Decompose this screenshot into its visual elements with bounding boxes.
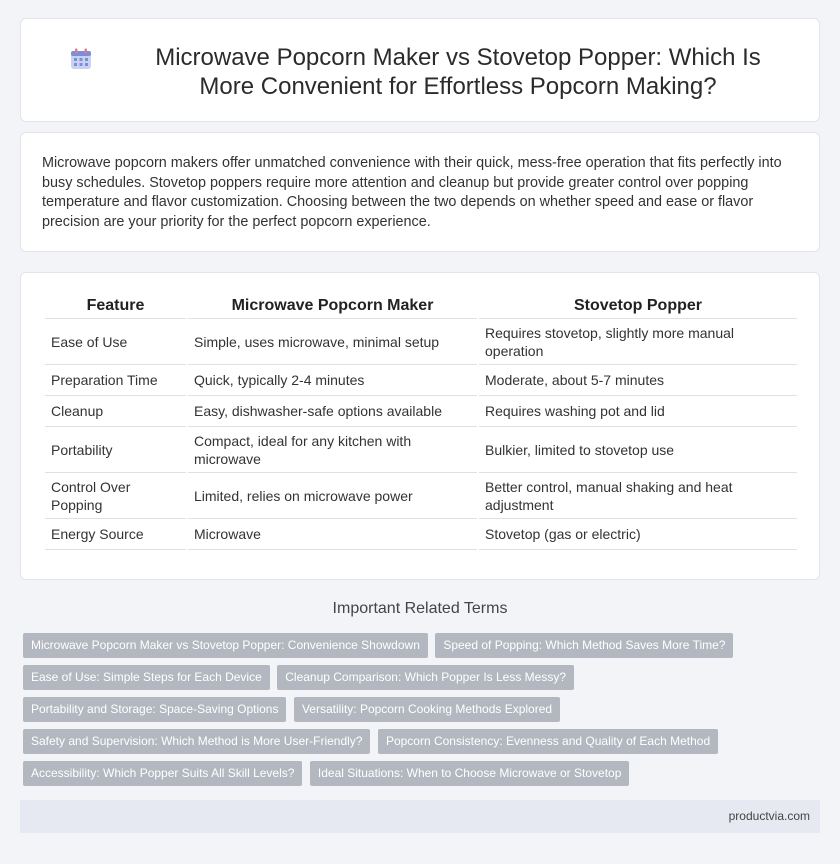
title-card xyxy=(20,18,820,122)
table-row xyxy=(45,319,797,365)
related-term-tag[interactable]: Popcorn Consistency: Evenness and Quality of Each Method xyxy=(378,729,718,754)
related-term-tag[interactable]: Speed of Popping: Which Method Saves More Time? xyxy=(435,633,733,658)
stovetop-cell: Requires washing pot and lid xyxy=(479,396,797,427)
feature-cell: Energy Source xyxy=(45,519,186,550)
header-microwave: Microwave Popcorn Maker xyxy=(188,293,477,319)
tag-row xyxy=(23,665,823,697)
page-title: Microwave Popcorn Maker vs Stovetop Popper: Which Is More Convenient for Effortless Popcorn Making? xyxy=(155,44,761,100)
related-term-tag[interactable]: Portability and Storage: Space-Saving Options xyxy=(23,697,286,722)
comparison-table xyxy=(43,293,799,550)
related-term-tag[interactable]: Microwave Popcorn Maker vs Stovetop Popper: Convenience Showdown xyxy=(23,633,428,658)
table-row xyxy=(45,473,797,519)
related-term-tag[interactable]: Cleanup Comparison: Which Popper Is Less Messy? xyxy=(277,665,574,690)
related-terms-list xyxy=(23,633,823,793)
microwave-cell: Microwave xyxy=(188,519,477,550)
related-terms-heading: Important Related Terms xyxy=(332,600,508,617)
title-wrap xyxy=(61,43,799,101)
tag-row xyxy=(23,761,823,793)
feature-cell: Portability xyxy=(45,427,186,473)
feature-cell: Ease of Use xyxy=(45,319,186,365)
feature-cell: Preparation Time xyxy=(45,365,186,396)
stovetop-cell: Bulkier, limited to stovetop use xyxy=(479,427,797,473)
related-term-tag[interactable]: Ease of Use: Simple Steps for Each Device xyxy=(23,665,270,690)
feature-cell: Cleanup xyxy=(45,396,186,427)
related-term-tag[interactable]: Safety and Supervision: Which Method is More User-Friendly? xyxy=(23,729,370,754)
microwave-cell: Compact, ideal for any kitchen with microwave xyxy=(188,427,477,473)
microwave-cell: Easy, dishwasher-safe options available xyxy=(188,396,477,427)
intro-card xyxy=(20,132,820,252)
stovetop-cell: Better control, manual shaking and heat adjustment xyxy=(479,473,797,519)
header-stovetop: Stovetop Popper xyxy=(479,293,797,319)
related-term-tag[interactable]: Accessibility: Which Popper Suits All Skill Levels? xyxy=(23,761,302,786)
stovetop-cell: Stovetop (gas or electric) xyxy=(479,519,797,550)
microwave-cell: Simple, uses microwave, minimal setup xyxy=(188,319,477,365)
header-feature: Feature xyxy=(45,293,186,319)
table-row xyxy=(45,519,797,550)
table-header-row xyxy=(45,293,797,319)
table-row xyxy=(45,396,797,427)
footer xyxy=(20,800,820,833)
microwave-cell: Limited, relies on microwave power xyxy=(188,473,477,519)
stovetop-cell: Requires stovetop, slightly more manual operation xyxy=(479,319,797,365)
related-term-tag[interactable]: Versatility: Popcorn Cooking Methods Explored xyxy=(294,697,560,722)
table-row xyxy=(45,365,797,396)
tag-row xyxy=(23,729,823,761)
footer-site-link[interactable]: productvia.com xyxy=(728,809,810,823)
tag-row xyxy=(23,633,823,665)
table-row xyxy=(45,427,797,473)
comparison-card xyxy=(20,272,820,580)
stovetop-cell: Moderate, about 5-7 minutes xyxy=(479,365,797,396)
tag-row xyxy=(23,697,823,729)
intro-paragraph: Microwave popcorn makers offer unmatched convenience with their quick, mess-free operation that fits perfectly into busy schedules. Stovetop poppers require more attention and cleanup but provide greater control over popping temperature and flavor customization. Choosing between the two depends on whether speed and ease or flavor precision are your priority for the perfect popcorn experience. xyxy=(42,155,782,230)
microwave-cell: Quick, typically 2-4 minutes xyxy=(188,365,477,396)
feature-cell: Control Over Popping xyxy=(45,473,186,519)
related-term-tag[interactable]: Ideal Situations: When to Choose Microwave or Stovetop xyxy=(310,761,630,786)
